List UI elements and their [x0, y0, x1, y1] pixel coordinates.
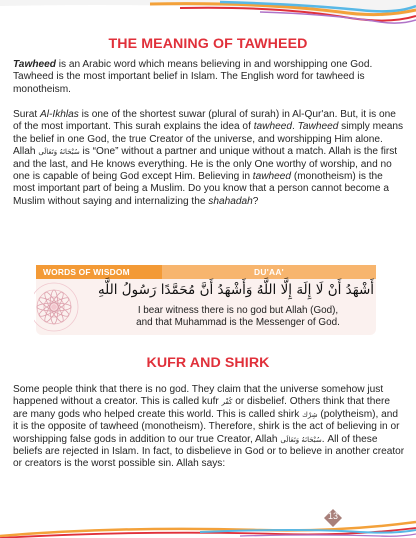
text-span: Surat: [13, 109, 41, 120]
page-number: 13: [327, 511, 338, 521]
term-shahadah: shahadah: [208, 195, 253, 207]
arabic-glorification: سُبْحَانَهُ وَتَعَالَى: [38, 148, 80, 157]
shahadah-translation: [100, 305, 376, 330]
section-title-tawheed: THE MEANING OF TAWHEED: [108, 36, 308, 52]
text-span: is one of the shortest suwar (plural of surah) in Al-Qur'an. But, it is one of the most important. This surah explains the idea of: [13, 109, 396, 133]
term-tawheed: tawheed: [253, 121, 292, 133]
text-span: . All of these beliefs are rejected in Islam. In fact, to disbelieve in God or to believe in another creator or creators is the worst possible sin. Allah says:: [13, 433, 405, 470]
text-span: (monotheism) is the most important part of being a Muslim. Do you know that a person cannot become a Muslim without saying and internalizing the: [13, 171, 389, 207]
term-tawheed: Tawheed: [13, 59, 56, 70]
paragraph-surat-al-ikhlas: [13, 109, 405, 208]
text-span: is an Arabic word which means believing in and worshipping one God. Tawheed is the most important belief in Islam. The English word for tawheed is monotheism.: [13, 59, 373, 95]
paragraph-tawheed-definition: [13, 59, 405, 96]
shahadah-arabic: أَشْهَدُ أَنْ لَا إِلَهَ إِلَّا اللَّهُ وَأَشْهَدُ أَنَّ مُحَمَّدًا رَسُولُ اللَّهِ: [97, 282, 375, 298]
bottom-decorative-swoosh: [0, 514, 416, 538]
term-al-ikhlas: Al-Ikhlas: [40, 109, 79, 120]
text-span: ?: [252, 195, 259, 207]
duaa-label-bar: DU'AA': [162, 265, 376, 279]
translation-line: and that Muhammad is the Messenger of God.: [136, 317, 340, 329]
section-title-kufr-and-shirk: KUFR AND SHIRK: [146, 355, 270, 371]
term-tawheed: tawheed: [252, 171, 292, 183]
top-decorative-swoosh: [0, 0, 416, 28]
term-tawheed: Tawheed: [297, 121, 339, 133]
text-span: is “One” without a partner and unique without a match. Allah is the first and the last, and He knows everything. He is the only One worthy of worship, and no one is capable of being God except Him. Believing in: [13, 146, 398, 183]
text-span: or disbelief. Others think that there are many gods who helped create this world. This is called shirk: [13, 396, 390, 420]
arabic-shirk: شِرْك: [302, 410, 318, 419]
paragraph-kufr-and-shirk: [13, 384, 405, 471]
arabic-glorification: سُبْحَانَهُ وَتَعَالَى: [280, 435, 322, 444]
translation-line: I bear witness there is no god but Allah (God),: [137, 305, 339, 316]
text-span: (polytheism), and it is the opposite of tawheed (monotheism). Therefore, shirk is the act of believing in or worshipping false gods in addition to our true Creator, Allah: [13, 408, 400, 445]
text-span: Some people think that there is no god. They claim that the universe somehow just happened without a creator. This is called kufr: [13, 384, 384, 408]
text-span: .: [291, 121, 298, 133]
text-span: simply means the belief in one God, the true Creator of the universe, and worshipping Him alone. Allah: [13, 121, 404, 158]
arabic-kufr: كُفْر: [221, 398, 233, 407]
rosette-ornament-icon: [34, 276, 88, 334]
words-of-wisdom-tab: WORDS OF WISDOM: [36, 265, 162, 279]
